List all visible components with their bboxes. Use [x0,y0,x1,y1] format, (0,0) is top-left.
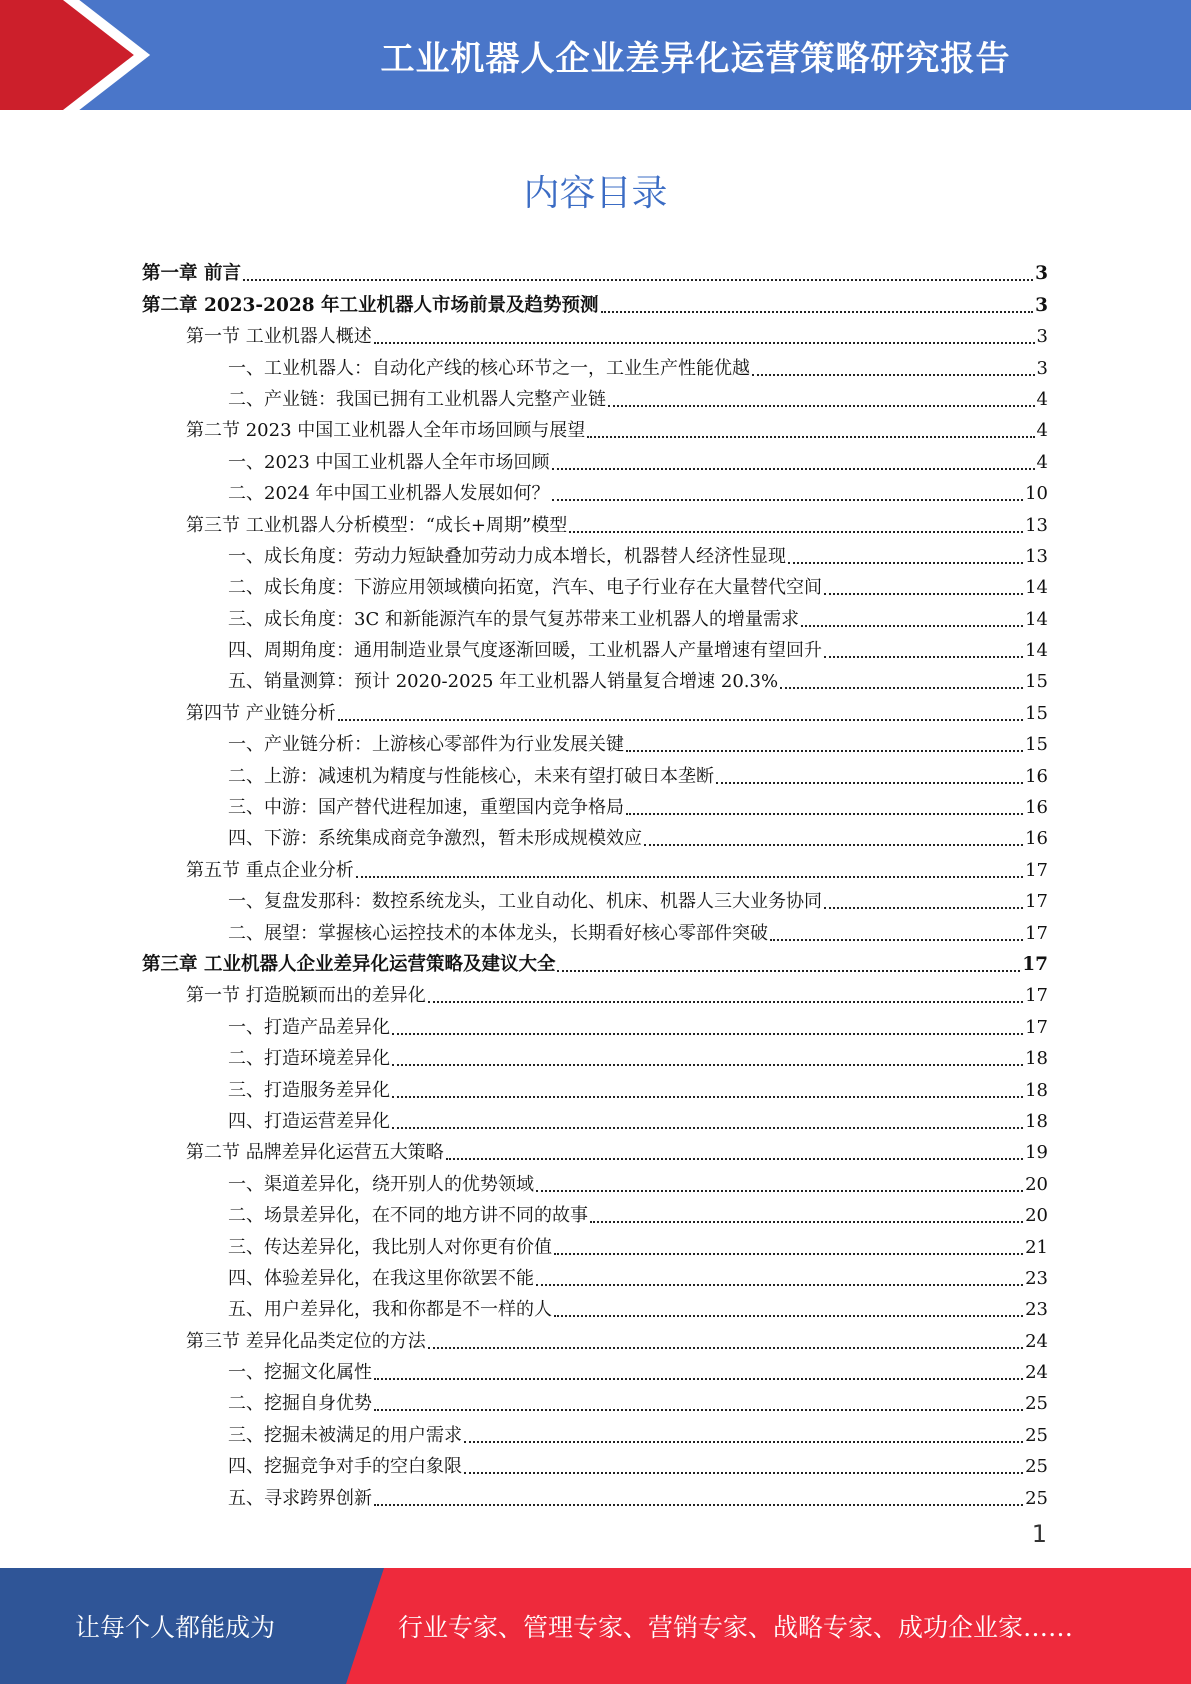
toc-entry[interactable] [142,788,1048,819]
toc-entry-page: 15 [1025,734,1048,756]
toc-entry-text: 一、渠道差异化，绕开别人的优势领域 [228,1173,534,1195]
toc-entry-text: 二、产业链：我国已拥有工业机器人完整产业链 [228,388,606,410]
toc-dot-leader [752,374,1035,376]
toc-dot-leader [552,468,1035,470]
toc-dot-leader [428,1347,1023,1349]
toc-entry-page: 19 [1025,1142,1048,1164]
toc-entry-page: 4 [1036,420,1048,442]
page-number: 1 [1031,1520,1047,1548]
toc-dot-leader [824,593,1023,595]
toc-dot-leader [392,1064,1023,1066]
toc-entry[interactable] [142,505,1048,536]
toc-entry[interactable] [142,317,1048,348]
toc-entry[interactable] [142,1039,1048,1070]
toc-dot-leader [590,1221,1023,1223]
toc-entry-text: 二、打造环境差异化 [228,1048,390,1070]
toc-entry-text: 第一节 打造脱颖而出的差异化 [186,985,426,1007]
toc-entry-text: 第三节 工业机器人分析模型：“成长+周期”模型 [186,514,568,536]
toc-dot-leader [554,1315,1023,1317]
toc-dot-leader [392,1033,1023,1035]
toc-entry-page: 13 [1025,514,1048,536]
toc-entry-page: 21 [1025,1236,1048,1258]
toc-entry[interactable] [142,850,1048,881]
toc-entry-page: 14 [1025,608,1048,630]
toc-entry-page: 25 [1025,1487,1048,1509]
toc-entry-text: 二、2024 年中国工业机器人发展如何？ [228,483,550,505]
toc-entry-page: 3 [1036,357,1048,379]
toc-entry[interactable] [142,1415,1048,1446]
toc-entry-page: 14 [1025,640,1048,662]
toc-entry[interactable] [142,474,1048,505]
toc-entry-text: 第一章 前言 [142,263,241,285]
toc-entry-page: 3 [1035,294,1048,316]
toc-entry[interactable] [142,568,1048,599]
toc-entry-text: 一、打造产品差异化 [228,1016,390,1038]
toc-entry[interactable] [142,1070,1048,1101]
toc-dot-leader [587,436,1034,438]
toc-dot-leader [801,625,1023,627]
toc-entry[interactable] [142,1259,1048,1290]
toc-entry-text: 第五节 重点企业分析 [186,859,354,881]
toc-entry-page: 18 [1025,1048,1048,1070]
toc-dot-leader [464,1472,1023,1474]
toc-entry-text: 一、成长角度：劳动力短缺叠加劳动力成本增长，机器替人经济性显现 [228,545,786,567]
toc-entry-page: 25 [1025,1393,1048,1415]
toc-entry-page: 20 [1025,1205,1048,1227]
toc-entry[interactable] [142,411,1048,442]
footer-band [0,1568,1191,1684]
toc-entry-page: 16 [1025,828,1048,850]
toc-entry-text: 第四节 产业链分析 [186,702,336,724]
toc-entry[interactable] [142,662,1048,693]
toc-entry[interactable] [142,976,1048,1007]
toc-dot-leader [392,1096,1023,1098]
toc-entry[interactable] [142,537,1048,568]
toc-entry-page: 23 [1025,1267,1048,1289]
table-of-contents [142,254,1048,1510]
toc-entry-page: 17 [1025,985,1048,1007]
toc-entry-page: 4 [1036,388,1048,410]
toc-entry[interactable] [142,945,1048,976]
toc-entry-page: 16 [1025,765,1048,787]
toc-dot-leader [557,970,1020,972]
toc-dot-leader [464,1441,1023,1443]
toc-entry[interactable] [142,348,1048,379]
toc-entry-text: 三、挖掘未被满足的用户需求 [228,1424,462,1446]
toc-dot-leader [374,342,1035,344]
toc-entry-page: 25 [1025,1456,1048,1478]
footer-slogan-left: 让每个人都能成为 [74,1613,275,1642]
toc-dot-leader [716,782,1023,784]
toc-dot-leader [243,279,1033,281]
toc-dot-leader [552,499,1024,501]
toc-entry[interactable] [142,442,1048,473]
toc-entry-page: 3 [1035,263,1048,285]
toc-entry-text: 一、产业链分析：上游核心零部件为行业发展关键 [228,734,624,756]
toc-entry[interactable] [142,254,1048,285]
toc-entry[interactable] [142,631,1048,662]
toc-entry-text: 二、成长角度：下游应用领域横向拓宽，汽车、电子行业存在大量替代空间 [228,577,822,599]
header-arrow-icon [0,0,160,110]
toc-dot-leader [824,656,1023,658]
toc-entry-text: 三、中游：国产替代进程加速，重塑国内竞争格局 [228,797,624,819]
toc-entry-page: 17 [1025,891,1048,913]
toc-entry-text: 第一节 工业机器人概述 [186,326,372,348]
toc-entry[interactable] [142,1007,1048,1038]
toc-dot-leader [780,687,1023,689]
document-header-title: 工业机器人企业差异化运营策略研究报告 [380,38,1011,79]
toc-entry-text: 三、成长角度：3C 和新能源汽车的景气复苏带来工业机器人的增量需求 [228,608,799,630]
toc-entry-text: 第二章 2023-2028 年工业机器人市场前景及趋势预测 [142,294,599,316]
toc-entry[interactable] [142,285,1048,316]
toc-dot-leader [554,1253,1023,1255]
toc-entry-text: 第二节 2023 中国工业机器人全年市场回顾与展望 [186,420,586,442]
toc-dot-leader [626,750,1023,752]
toc-dot-leader [392,1127,1023,1129]
toc-entry-text: 五、寻求跨界创新 [228,1487,372,1509]
toc-entry[interactable] [142,1196,1048,1227]
toc-entry[interactable] [142,1478,1048,1509]
toc-entry-page: 15 [1025,702,1048,724]
toc-entry[interactable] [142,882,1048,913]
toc-dot-leader [824,907,1023,909]
toc-entry-text: 第二节 品牌差异化运营五大策略 [186,1142,444,1164]
toc-entry[interactable] [142,1164,1048,1195]
toc-entry-page: 10 [1025,483,1048,505]
toc-dot-leader [601,311,1034,313]
toc-dot-leader [626,813,1023,815]
toc-entry-text: 一、挖掘文化属性 [228,1362,372,1384]
toc-entry-page: 14 [1025,577,1048,599]
toc-entry[interactable] [142,1353,1048,1384]
toc-entry-text: 一、2023 中国工业机器人全年市场回顾 [228,451,550,473]
toc-entry[interactable] [142,1227,1048,1258]
toc-dot-leader [356,876,1023,878]
toc-entry[interactable] [142,380,1048,411]
toc-entry-page: 13 [1025,545,1048,567]
toc-dot-leader [536,1190,1023,1192]
toc-entry-text: 四、下游：系统集成商竞争激烈，暂未形成规模效应 [228,828,642,850]
header-band [0,0,1191,110]
toc-entry-text: 一、复盘发那科：数控系统龙头，工业自动化、机床、机器人三大业务协同 [228,891,822,913]
toc-entry[interactable] [142,756,1048,787]
toc-entry-text: 四、挖掘竞争对手的空白象限 [228,1456,462,1478]
toc-entry-page: 15 [1025,671,1048,693]
toc-entry-page: 17 [1025,1016,1048,1038]
toc-dot-leader [644,844,1023,846]
toc-dot-leader [569,531,1023,533]
toc-entry[interactable] [142,1447,1048,1478]
toc-entry[interactable] [142,1133,1048,1164]
toc-dot-leader [374,1504,1023,1506]
toc-entry-page: 24 [1025,1362,1048,1384]
toc-entry-text: 三、打造服务差异化 [228,1079,390,1101]
toc-entry-text: 第三章 工业机器人企业差异化运营策略及建议大全 [142,953,556,975]
toc-entry-text: 四、打造运营差异化 [228,1110,390,1132]
toc-entry-text: 二、场景差异化，在不同的地方讲不同的故事 [228,1205,588,1227]
toc-entry-page: 23 [1025,1299,1048,1321]
toc-entry[interactable] [142,1321,1048,1352]
toc-entry-text: 三、传达差异化，我比别人对你更有价值 [228,1236,552,1258]
toc-entry-text: 二、挖掘自身优势 [228,1393,372,1415]
toc-dot-leader [374,1409,1023,1411]
toc-entry-page: 25 [1025,1424,1048,1446]
toc-title: 内容目录 [523,173,668,214]
toc-entry-text: 五、用户差异化，我和你都是不一样的人 [228,1299,552,1321]
footer-slogan-right: 行业专家、管理专家、营销专家、战略专家、成功企业家…… [398,1613,1074,1642]
toc-dot-leader [338,719,1023,721]
toc-entry-page: 17 [1025,859,1048,881]
toc-dot-leader [788,562,1023,564]
toc-entry-page: 17 [1025,922,1048,944]
toc-dot-leader [374,1378,1023,1380]
toc-entry-page: 20 [1025,1173,1048,1195]
toc-entry-text: 第三节 差异化品类定位的方法 [186,1330,426,1352]
toc-entry-page: 16 [1025,797,1048,819]
toc-entry-text: 四、体验差异化，在我这里你欲罢不能 [228,1267,534,1289]
toc-dot-leader [770,939,1023,941]
toc-dot-leader [428,1001,1023,1003]
toc-entry[interactable] [142,819,1048,850]
toc-entry[interactable] [142,1290,1048,1321]
toc-entry[interactable] [142,913,1048,944]
toc-entry-text: 二、上游：减速机为精度与性能核心，未来有望打破日本垄断 [228,765,714,787]
toc-dot-leader [536,1284,1023,1286]
toc-entry-text: 一、工业机器人：自动化产线的核心环节之一，工业生产性能优越 [228,357,750,379]
toc-entry-page: 4 [1036,451,1048,473]
toc-entry-text: 四、周期角度：通用制造业景气度逐渐回暖，工业机器人产量增速有望回升 [228,640,822,662]
toc-entry-text: 五、销量测算：预计 2020-2025 年工业机器人销量复合增速 20.3% [228,671,779,693]
toc-entry-page: 3 [1036,326,1048,348]
toc-dot-leader [608,405,1035,407]
toc-entry-page: 17 [1022,953,1048,975]
toc-entry-text: 二、展望：掌握核心运控技术的本体龙头，长期看好核心零部件突破 [228,922,768,944]
toc-entry[interactable] [142,599,1048,630]
toc-entry-page: 18 [1025,1079,1048,1101]
toc-entry[interactable] [142,693,1048,724]
toc-entry-page: 18 [1025,1110,1048,1132]
toc-entry[interactable] [142,1102,1048,1133]
toc-entry[interactable] [142,725,1048,756]
toc-entry[interactable] [142,1384,1048,1415]
toc-entry-page: 24 [1025,1330,1048,1352]
toc-dot-leader [446,1158,1023,1160]
